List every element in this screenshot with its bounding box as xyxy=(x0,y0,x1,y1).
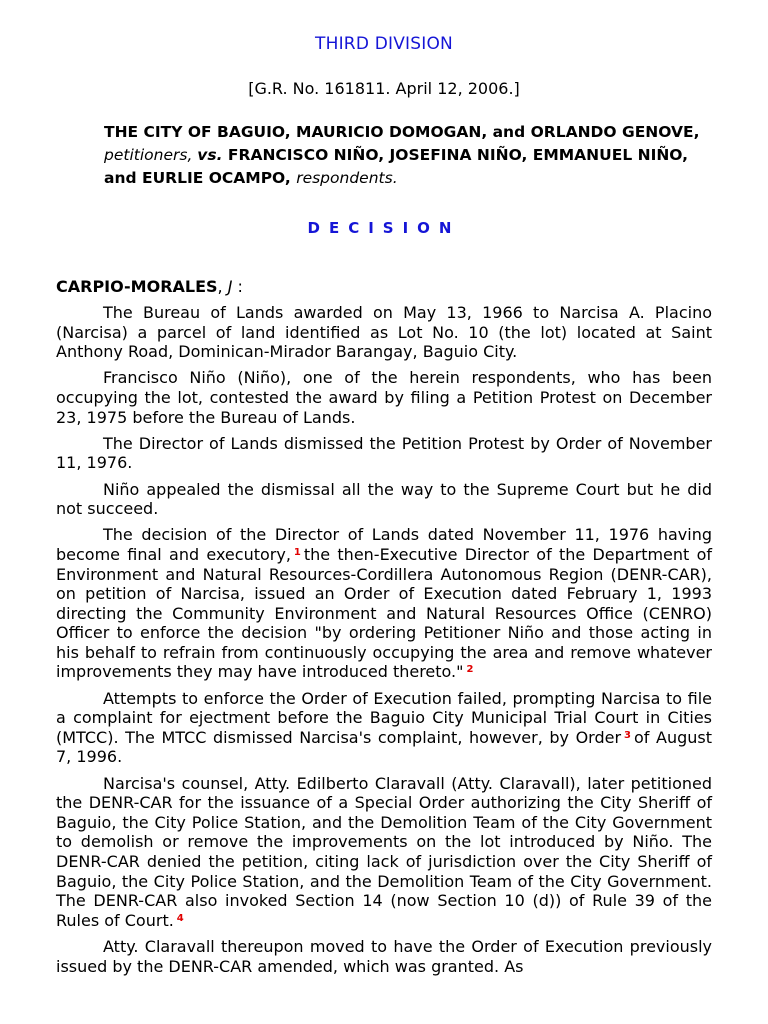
respondents-label: respondents xyxy=(296,169,393,187)
decision-heading: DECISION xyxy=(307,219,461,237)
petitioners-names: THE CITY OF BAGUIO, MAURICIO DOMOGAN, and ORLANDO GENOVE xyxy=(104,123,694,141)
case-parties: THE CITY OF BAGUIO, MAURICIO DOMOGAN, and ORLANDO GENOVE, petitioners, vs. FRANCISCO NIÑO, JOSEFINA NIÑO, EMMANUEL NIÑO, and EURLIE OCAMPO, respondents. xyxy=(104,123,700,187)
case-number: [G.R. No. 161811. April 12, 2006.] xyxy=(248,79,520,98)
paragraph-7: Narcisa's counsel, Atty. Edilberto Claravall (Atty. Claravall), later petitioned the DENR-CAR for the issuance of a Special Order authorizing the City Sheriff of Baguio, the City Police Station, and the Demolition Team of the City Government to demolish or remove the improvements on the lot introduced by Niño. The DENR-CAR denied the petition, citing lack of jurisdiction over the City Sheriff of Baguio, the City Police Station, and the Demolition Team of the City Government. The DENR-CAR also invoked Section 14 (now Section 10 (d)) of Rule 39 of the Rules of Court. $^4$ xyxy=(56,773,712,930)
paragraph-6: Attempts to enforce the Order of Execution failed, prompting Narcisa to file a complaint for ejectment before the Baguio City Municipal Trial Court in Cities (MTCC). The MTCC dismissed Narcisa's complaint, however, by Order $^3$ of August 7, 1996. xyxy=(56,688,712,767)
footnote-link-1[interactable]: 1 xyxy=(293,546,301,558)
footnote-link-3[interactable]: 3 xyxy=(624,729,632,741)
respondents-names: FRANCISCO NIÑO, JOSEFINA NIÑO, EMMANUEL NIÑO, and EURLIE OCAMPO xyxy=(104,146,689,187)
division-heading: THIRD DIVISION xyxy=(315,34,453,54)
ponente-name: CARPIO-MORALES xyxy=(56,277,218,296)
footnote-link-2[interactable]: 2 xyxy=(466,664,474,676)
ponente-line: CARPIO-MORALES, J : xyxy=(56,277,243,296)
paragraph-5: The decision of the Director of Lands dated November 11, 1976 having become final and executory, $^1$ the then-Executive Director of the Department of Environment and Natural Resources-Cordillera Autonomous Region (DENR-CAR), on petition of Narcisa, issued an Order of Execution dated February 1, 1993 directing the Community Environment and Natural Resources Office (CENRO) Officer to enforce the decision "by ordering Petitioner Niño and those acting in his behalf to refrain from continuously occupying the area and remove whatever improvements they may have introduced thereto." $^2$ xyxy=(56,525,712,682)
paragraph-2: Francisco Niño (Niño), one of the herein respondents, who has been occupying the lot, contested the award by filing a Petition Protest on December 23, 1975 before the Bureau of Lands. xyxy=(56,368,712,427)
paragraph-4: Niño appealed the dismissal all the way to the Supreme Court but he did not succeed. xyxy=(56,479,712,519)
paragraph-8: Atty. Claravall thereupon moved to have the Order of Execution previously issued by the DENR-CAR amended, which was granted. As xyxy=(56,936,712,976)
paragraph-3: The Director of Lands dismissed the Petition Protest by Order of November 11, 1976. xyxy=(56,433,712,473)
versus-label: vs. xyxy=(197,146,223,164)
petitioners-label: petitioners xyxy=(104,146,188,164)
ponente-title: J xyxy=(227,277,233,296)
paragraph-1: The Bureau of Lands awarded on May 13, 1966 to Narcisa A. Placino (Narcisa) a parcel of land identified as Lot No. 10 (the lot) located at Saint Anthony Road, Dominican-Mirador Barangay, Baguio City. xyxy=(56,303,712,362)
decision-body xyxy=(56,303,712,983)
footnote-link-4[interactable]: 4 xyxy=(176,912,184,924)
